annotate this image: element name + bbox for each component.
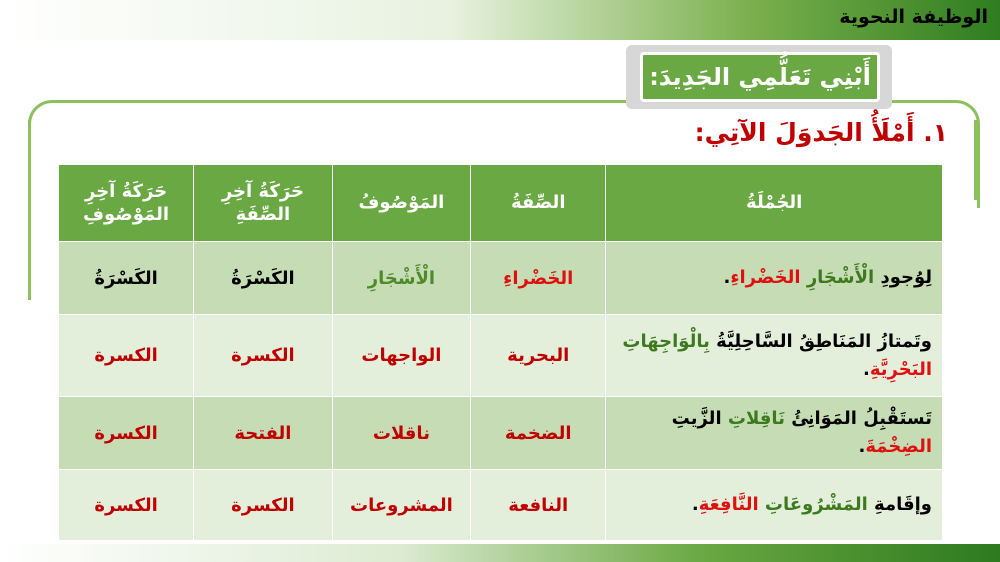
adjective-mark-cell: الفتحة — [194, 397, 333, 470]
adjective-mark-cell: الكسرة — [194, 470, 333, 541]
sentence-lead: وإقَامةِ — [867, 494, 932, 516]
noun-cell: المشروعات — [332, 470, 471, 541]
noun-cell: ناقلات — [332, 397, 471, 470]
table-row — [59, 397, 943, 470]
sentence-end: . — [691, 494, 699, 516]
sentence-adjective: النَّافِعَةِ — [698, 494, 759, 516]
sentence-noun: الْأَشْجَارِ — [806, 267, 875, 289]
header-noun-mark: حَرَكَةُ آخِرِ المَوْصُوفِ — [59, 165, 194, 242]
header-adjective-mark: حَرَكَةُ آخِرِ الصِّفَةِ — [194, 165, 333, 242]
bottom-banner — [0, 544, 1000, 562]
adjective-cell: النافعة — [471, 470, 606, 541]
sentence-noun: المَشْرُوعَاتِ — [764, 494, 868, 516]
adjective-cell: البحرية — [471, 315, 606, 397]
adjective-mark-cell: الكسرة — [194, 315, 333, 397]
grammar-table — [58, 164, 943, 541]
sentence-noun: نَاقِلاتِ — [727, 408, 785, 430]
table-row — [59, 242, 943, 315]
sentence-end: . — [858, 436, 866, 457]
table-row — [59, 315, 943, 397]
frame-left-edge — [28, 120, 31, 300]
noun-mark-cell: الكَسْرَةُ — [59, 242, 194, 315]
sentence-cell — [606, 470, 943, 541]
sentence-cell — [606, 397, 943, 470]
sentence-lead: لِوُجودِ — [874, 267, 932, 289]
sentence-noun: بِالْوَاجِهَاتِ — [622, 330, 710, 352]
header-adjective: الصِّفَةُ — [471, 165, 606, 242]
sentence-lead: تَستَقْبِلُ المَوَانِئُ — [784, 408, 932, 430]
sentence-end: . — [723, 267, 731, 289]
frame-right-edge — [974, 120, 977, 200]
sentence-end: . — [863, 358, 870, 380]
exercise-heading: ١. أَمْلَأُ الجَدوَلَ الآتِي: — [694, 118, 948, 147]
sentence-cell — [606, 315, 943, 397]
adjective-cell: الخَضْراءِ — [471, 242, 606, 315]
header-noun: المَوْصُوفُ — [332, 165, 471, 242]
header-sentence: الجُمْلَةُ — [606, 165, 943, 242]
noun-cell: الْأَشْجَارِ — [332, 242, 471, 315]
section-tag: أَبْنِي تَعَلُّمِي الجَدِيدَ: — [640, 52, 880, 102]
page-title: الوظيفة النحوية — [839, 6, 988, 28]
top-banner — [0, 0, 1000, 40]
sentence-adjective: الخَضْراءِ — [730, 267, 801, 289]
noun-cell: الواجهات — [332, 315, 471, 397]
table-header-row — [59, 165, 943, 242]
sentence-lead: وتَمتازُ المَنَاطِقُ السَّاحِلِيَّةُ — [709, 330, 932, 352]
sentence-adjective: البَحْرِيَّةِ — [869, 358, 932, 380]
sentence-sep: الزَّيتِ — [671, 408, 728, 430]
noun-mark-cell: الكسرة — [59, 397, 194, 470]
sentence-cell — [606, 242, 943, 315]
adjective-mark-cell: الكَسْرَةُ — [194, 242, 333, 315]
adjective-cell: الضخمة — [471, 397, 606, 470]
sentence-adjective: الضِخْمَةَ — [865, 436, 932, 457]
noun-mark-cell: الكسرة — [59, 315, 194, 397]
noun-mark-cell: الكسرة — [59, 470, 194, 541]
table-row — [59, 470, 943, 541]
